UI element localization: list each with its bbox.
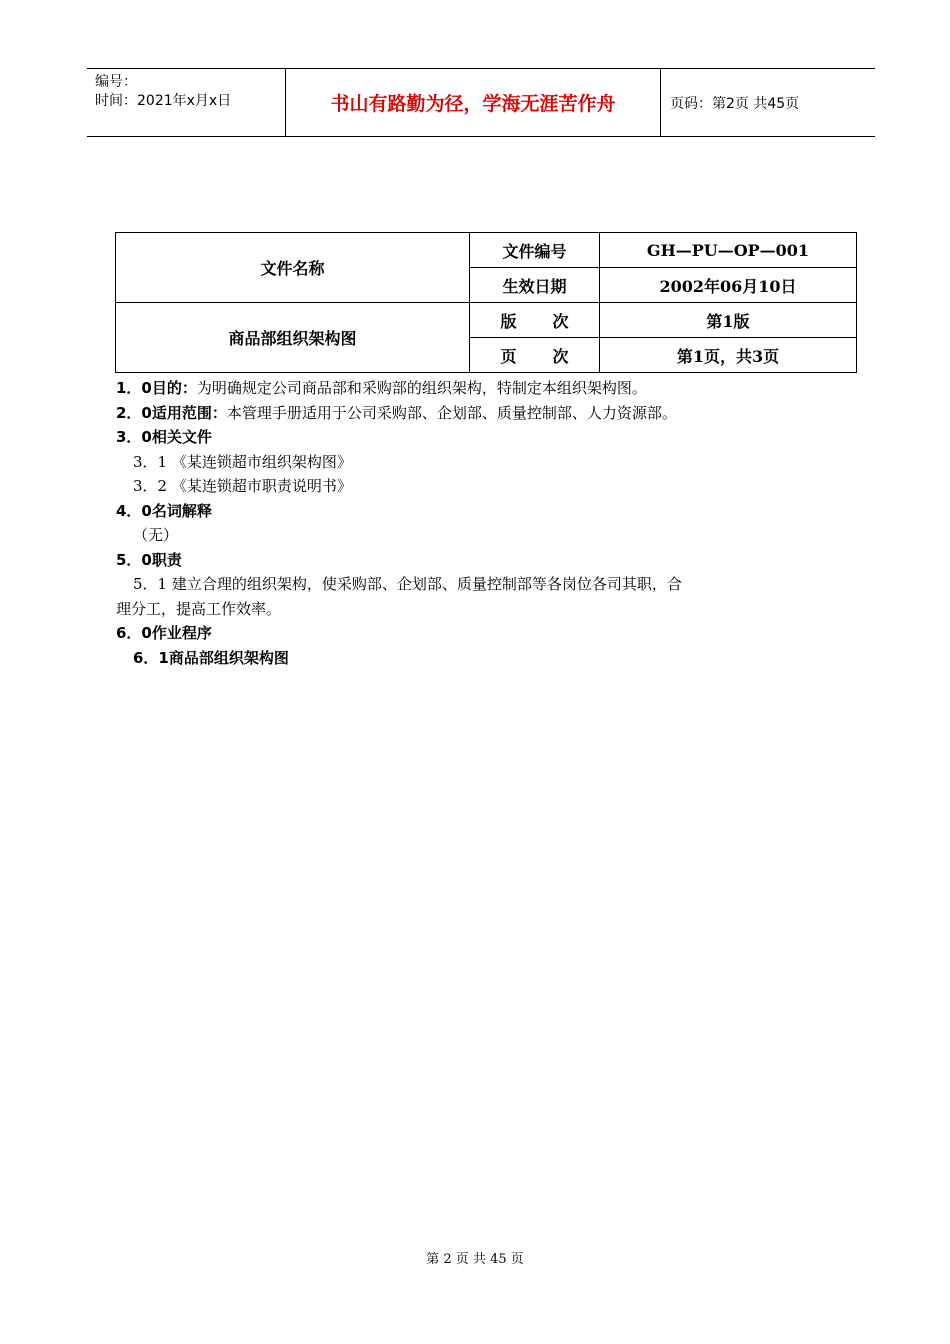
- version-label: 版 次: [470, 303, 600, 338]
- document-info-table: [115, 232, 857, 373]
- header-motto: 书山有路勤为径，学海无涯苦作舟: [286, 69, 661, 136]
- section-terms-heading: 4．0名词解释: [116, 501, 212, 520]
- file-number-value: GH—PU—OP—001: [600, 233, 857, 268]
- section-duties-heading: 5．0职责: [116, 550, 182, 569]
- section-heading: 2．0适用范围：: [116, 403, 227, 422]
- section-purpose: [116, 376, 846, 401]
- document-body: [116, 376, 846, 670]
- file-number-label: 文件编号: [470, 233, 600, 268]
- pages-label: 页 次: [470, 338, 600, 373]
- header-page-info: 页码：第2页 共45页: [670, 95, 800, 112]
- duties-text-line: 5．1 建立合理的组织架构，使采购部、企划部、质量控制部等各岗位各司其职，合: [133, 575, 682, 593]
- terms-text: （无）: [133, 526, 179, 544]
- page-header: [87, 68, 875, 137]
- version-value: 第1版: [600, 303, 857, 338]
- duties-text-line: 理分工，提高工作效率。: [116, 599, 282, 618]
- section-related-docs-heading: 3．0相关文件: [116, 428, 212, 446]
- pages-value: 第1页，共3页: [600, 338, 857, 373]
- effective-date-value: 2002年06月10日: [600, 268, 857, 303]
- section-heading: 1．0目的：: [116, 379, 197, 397]
- section-text: 本管理手册适用于公司采购部、企划部、质量控制部、人力资源部。: [226, 403, 677, 422]
- header-meta: [87, 69, 286, 136]
- section-procedure-heading: 6．0作业程序: [116, 624, 212, 642]
- effective-date-label: 生效日期: [470, 268, 600, 303]
- section-scope: [116, 401, 846, 426]
- header-number-label: 编号：: [95, 74, 137, 90]
- file-name-label: 文件名称: [116, 233, 470, 303]
- section-text: 为明确规定公司商品部和采购部的组织架构，特制定本组织架构图。: [196, 379, 647, 397]
- procedure-subheading: 6．1商品部组织架构图: [133, 648, 289, 667]
- related-doc-item: 3．1 《某连锁超市组织架构图》: [133, 452, 352, 471]
- document-title: 商品部组织架构图: [116, 303, 470, 373]
- header-time-label: 时间：2021年x月x日: [95, 93, 232, 109]
- page-footer: 第 2 页 共 45 页: [426, 1252, 524, 1267]
- related-doc-item: 3．2 《某连锁超市职责说明书》: [133, 477, 352, 495]
